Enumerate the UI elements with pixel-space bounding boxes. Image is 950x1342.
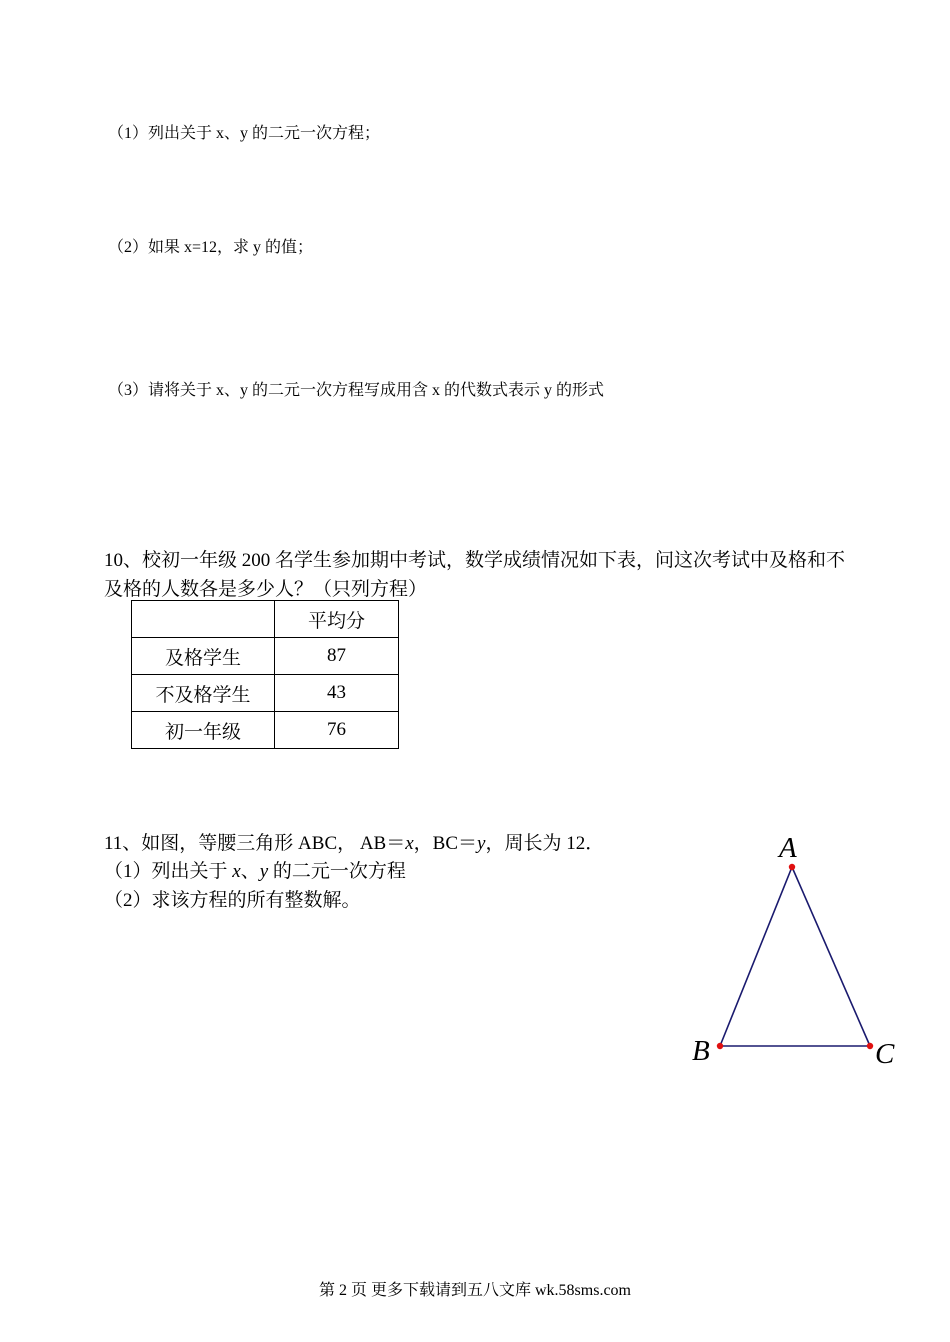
side-ab xyxy=(720,867,792,1046)
side-ac xyxy=(792,867,870,1046)
table-cell: 43 xyxy=(275,675,399,712)
page-footer: 第 2 页 更多下载请到五八文库 wk.58sms.com xyxy=(318,1282,631,1299)
table-row xyxy=(132,675,399,712)
q11-part1 xyxy=(104,856,406,883)
q11-text: （1）列出关于 xyxy=(104,861,233,882)
table-cell: 76 xyxy=(275,712,399,749)
q11-question-line1 xyxy=(104,828,604,855)
variable-y: y xyxy=(259,861,269,882)
score-table xyxy=(131,600,399,749)
vertex-label-c: C xyxy=(875,1038,895,1070)
point-c xyxy=(867,1043,873,1049)
variable-x: x xyxy=(232,861,241,882)
point-b xyxy=(717,1043,723,1049)
table-cell: 初一年级 xyxy=(132,712,275,749)
q11-text: 、 xyxy=(240,861,260,882)
q11-text: 的二元一次方程 xyxy=(268,861,406,882)
variable-x: x xyxy=(405,833,414,854)
table-header-row xyxy=(132,601,399,638)
q11-text: ，BC＝ xyxy=(413,833,478,854)
q9-part2: （2）如果 x=12，求 y 的值； xyxy=(108,239,314,256)
table-row xyxy=(132,638,399,675)
table-header-cell xyxy=(132,601,275,638)
table-header-cell: 平均分 xyxy=(275,601,399,638)
q9-part1: （1）列出关于 x、y 的二元一次方程； xyxy=(108,125,381,142)
q9-part3: （3）请将关于 x、y 的二元一次方程写成用含 x 的代数式表示 y 的形式 xyxy=(108,382,605,399)
point-a xyxy=(789,864,795,870)
q10-question-line2: 及格的人数各是多少人？（只列方程） xyxy=(104,579,428,600)
table-cell: 不及格学生 xyxy=(132,675,275,712)
variable-y: y xyxy=(477,833,486,854)
table-cell: 87 xyxy=(275,638,399,675)
table-cell: 及格学生 xyxy=(132,638,275,675)
q11-part2: （2）求该方程的所有整数解。 xyxy=(104,890,361,911)
table-row xyxy=(132,712,399,749)
q11-text: 11、如图，等腰三角形 ABC， AB＝ xyxy=(104,833,406,854)
vertex-label-a: A xyxy=(779,832,797,864)
isosceles-triangle-figure xyxy=(680,825,910,1075)
q11-text: ，周长为 12． xyxy=(485,833,605,854)
q10-question-line1: 10、校初一年级 200 名学生参加期中考试，数学成绩情况如下表，问这次考试中及格和不 xyxy=(104,550,846,571)
vertex-label-b: B xyxy=(692,1035,710,1067)
